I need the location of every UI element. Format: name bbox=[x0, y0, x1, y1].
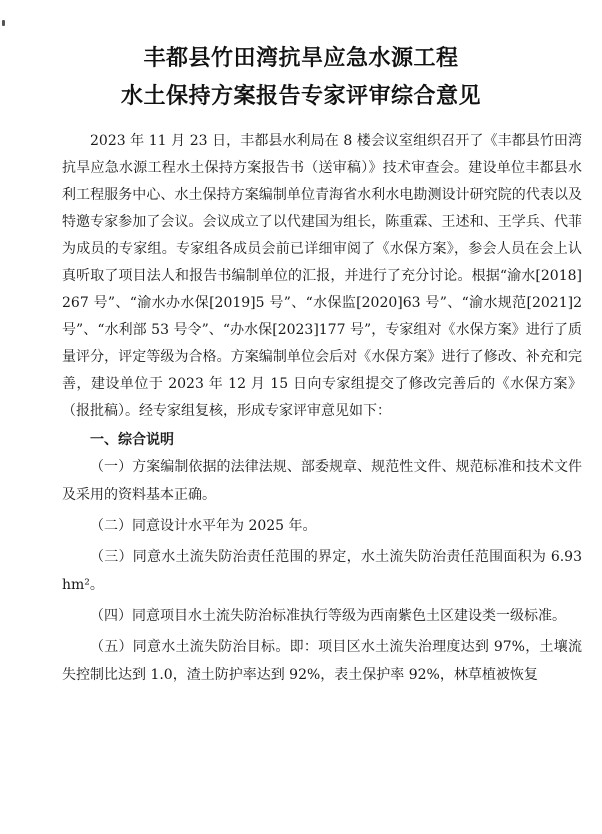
list-item-1: （一）方案编制依据的法律法规、部委规章、规范性文件、规范标准和技术文件及采用的资料基本正确。 bbox=[62, 459, 582, 503]
scan-mark bbox=[2, 20, 5, 26]
document-body bbox=[62, 128, 582, 689]
intro-paragraph: 2023 年 11 月 23 日，丰都县水利局在 8 楼会议室组织召开了《丰都县竹田湾抗旱应急水源工程水土保持方案报告书（送审稿）》技术审查会。建设单位丰都县水利工程服务中心、水土保持方案编制单位青海省水利水电勘测设计研究院的代表以及特邀专家参加了会议。会议成立了以代建国为组长，陈重霖、王述和、王学兵、代菲为成员的专家组。专家组各成员会前已详细审阅了《水保方案》，参会人员在会上认真听取了项目法人和报告书编制单位的汇报，并进行了充分讨论。根据“渝水[2018]267 号”、“渝水办水保[2019]5 号”、“水保监[2020]63 号”、“渝水规范[2021]2 号”、“水利部 53 号令”、“办水保[2023]177 号”，专家组对《水保方案》进行了质量评分，评定等级为合格。方案编制单位会后对《水保方案》进行了修改、补充和完善，建设单位于 2023 年 12 月 15 日向专家组提交了修改完善后的《水保方案》（报批稿）。经专家组复核，形成专家评审意见如下： bbox=[62, 133, 582, 419]
list-item-4: （四）同意项目水土流失防治标准执行等级为西南紫色土区建设类一级标准。 bbox=[90, 608, 566, 624]
list-item-3: （三）同意水土流失防治责任范围的界定，水土流失防治责任范围面积为 6.93hm²。 bbox=[62, 549, 582, 593]
title-line-1: 丰都县竹田湾抗旱应急水源工程 bbox=[143, 46, 459, 71]
title-line-2: 水土保持方案报告专家评审综合意见 bbox=[120, 84, 481, 109]
list-item-5: （五）同意水土流失防治目标。即：项目区水土流失治理度达到 97%，土壤流失控制比达到 1.0，渣土防护率达到 92%，表土保护率 92%，林草植被恢复 bbox=[62, 639, 582, 683]
list-item-2: （二）同意设计水平年为 2025 年。 bbox=[90, 518, 317, 534]
document-title bbox=[0, 40, 602, 116]
section-heading-1: 一、综合说明 bbox=[90, 432, 174, 448]
